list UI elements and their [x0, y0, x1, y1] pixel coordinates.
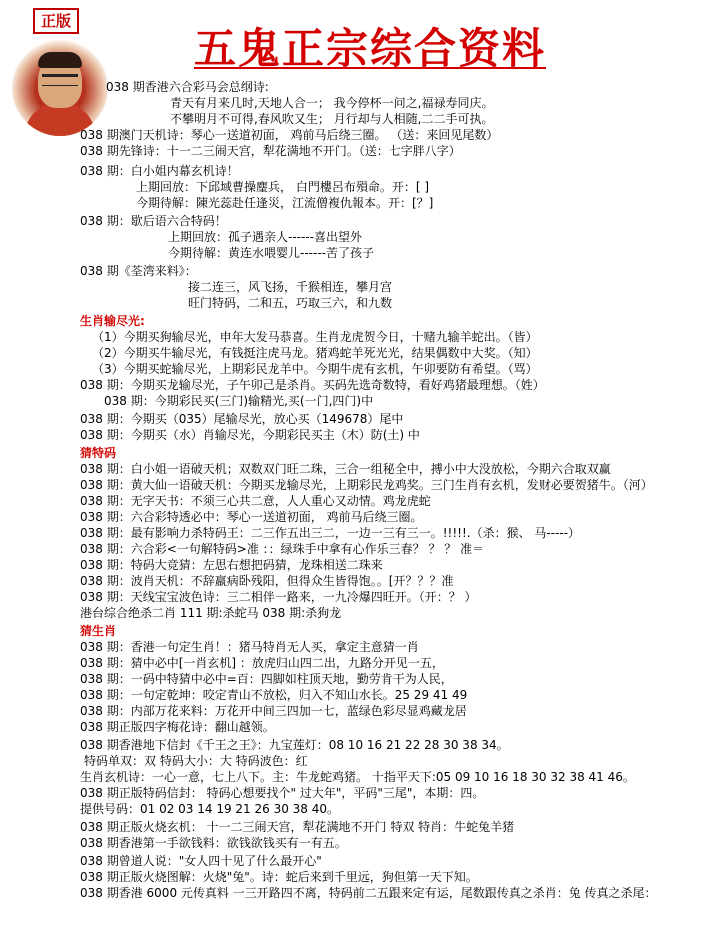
text-line: 038 期：黄大仙一语破天机：今期买龙输尽光，上期彩民龙鸡奖。三门生肖有玄机，发财必要贺猪牛。（河）	[80, 478, 653, 492]
text-line: 上期回放：孤子遇亲人------喜出望外	[168, 230, 362, 244]
avatar-glasses	[42, 74, 78, 86]
text-line: 038 期香港地下信封《千王之王》：九宝莲灯：08 10 16 21 22 28 30 38 34。	[80, 738, 509, 752]
avatar	[12, 40, 108, 136]
text-line: 038 期：今期买（水）肖输尽光，今期彩民买主（木）防(土) 中	[80, 428, 420, 442]
text-line: 038 期：白小姐内幕玄机诗！	[80, 164, 239, 178]
section-heading: 猜特码	[80, 446, 117, 460]
text-line: 038 期先锋诗：十一二三闹天宫，犁花满地不开门。（送：七字胖八字）	[80, 144, 461, 158]
text-line: 038 期：今期买（035）尾输尽光，放心买（149678）尾中	[80, 412, 404, 426]
text-line: 038 期：猜中必中[一肖玄机] ：放虎归山四二出，九路分开见一五，	[80, 656, 444, 670]
page-title: 五鬼正宗综合资料	[193, 24, 546, 73]
text-line: 不攀明月不可得,春风吹又生； 月行却与人相随,二二手可执。	[170, 112, 494, 126]
text-line: （1）今期买狗输尽光，申年大发马恭喜。生肖龙虎贺今日，十赌九输羊蛇出。（皆）	[92, 330, 538, 344]
text-line: 提供号码：01 02 03 14 19 21 26 30 38 40。	[80, 802, 340, 816]
text-line: 038 期正版特码信封： 特码心想要找个" 过大年"，平码"三尾"，本期：四。	[80, 786, 485, 800]
text-line: 038 期香港六合彩马会总纲诗:	[106, 80, 269, 94]
text-line: 038 期：香港一句定生肖！：猪马特肖无人买，拿定主意猜一肖	[80, 640, 419, 654]
text-line: 038 期曾道人说："女人四十见了什么最开心"	[80, 854, 322, 868]
avatar-hair	[38, 52, 82, 68]
text-line: 038 期：无字天书：不须三心共二意，人人重心又动情。鸡龙虎蛇	[80, 494, 431, 508]
text-line: 038 期香港第一手欲钱料：欲钱欲钱买有一有五。	[80, 836, 347, 850]
text-line: 038 期：白小姐一语破天机；双数双门旺二珠，三合一组秘全中，搏小中大没放松，今期六合取双赢	[80, 462, 611, 476]
text-line: 038 期香港 6000 元传真料 一三开路四不离，特码前二五跟来定有运，尾数跟传真之杀肖：兔 传真之杀尾：	[80, 886, 657, 900]
text-line: 今期待解：陳光蕊赴任逢災，江流僧複仇報本。开：[？]	[136, 196, 434, 210]
text-line: 038 期正版火烧玄机： 十一二三闹天宫，犁花满地不开门 特双 特肖：牛蛇兔羊猪	[80, 820, 515, 834]
text-line: 038 期：特码大竞猜：左思右想把码猜，龙珠相送二珠来	[80, 558, 383, 572]
text-line: 接二连三，风飞扬，千猴相连，攀月宫	[188, 280, 393, 294]
section-heading: 生肖输尽光:	[80, 314, 145, 328]
text-line: 038 期：波肖天机：不辞羸病卧残阳，但得众生皆得饱。。[开？？？准	[80, 574, 454, 588]
text-line: 青天有月来几时,天地人合一； 我今停杯一问之,福禄寿同庆。	[170, 96, 494, 110]
text-line: 038 期：一码中特猜中必中=百：四脚如柱顶天地，勤劳肯干为人民，	[80, 672, 453, 686]
text-line: 038 期：一句定乾坤：咬定青山不放松，归入不知山水长。25 29 41 49	[80, 688, 468, 702]
text-line: 038 期：今期买龙输尽光，子午卯己是杀肖。买码先选奇数特，看好鸡猪最理想。（姓）	[80, 378, 545, 392]
text-line: 038 期：天线宝宝波色诗：三二相伴一路来，一九冷爆四旺开。（开：？ ）	[80, 590, 477, 604]
text-line: （3）今期买蛇输尽光，上期彩民龙羊中。今期牛虎有玄机，午卯要防有希望。（骂）	[92, 362, 538, 376]
text-line: 038 期《荃湾来料》：	[80, 264, 197, 278]
text-line: 038 期：今期彩民买(三门)输精光,买(一门,四门)中	[104, 394, 374, 408]
text-line: 038 期：内部万花来料：万花开中间三四加一七，蓝绿色彩尽显鸡藏龙居	[80, 704, 467, 718]
text-line: 今期待解：黄连水喂婴儿------苦了孩子	[168, 246, 374, 260]
text-line: 038 期：歇后语六合特码！	[80, 214, 227, 228]
text-line: 特码单双：双 特码大小：大 特码波色：红	[84, 754, 308, 768]
text-line: 038 期：六合彩特透必中：琴心一送道初面， 鸡前马后绕三圈。	[80, 510, 423, 524]
text-line: 038 期正版四字梅花诗：翻山越领。	[80, 720, 275, 734]
text-line: 生肖玄机诗：一心一意，七上八下。主：牛龙蛇鸡猪。 十指平天下:05 09 10 16 18 30 32 38 41 46。	[80, 770, 635, 784]
text-line: 038 期正版火烧图解：火烧"兔"。诗：蛇后来到千里远，狗但第一天下知。	[80, 870, 478, 884]
text-line: 上期回放：下邱域曹操麈兵， 白門樓呂布殞命。开：[ ]	[136, 180, 429, 194]
text-line: 港台综合绝杀二肖 111 期:杀蛇马 038 期:杀狗龙	[80, 606, 342, 620]
text-line: 038 期：最有影响力杀特码王：二三作五出三二，一边一三有三一。!!!!!.（杀：猴、 马-----）	[80, 526, 581, 540]
text-line: 038 期：六合彩<一句解特码>准 ：：绿珠手中拿有心作乐三春？ ？ ？ 准＝	[80, 542, 485, 556]
text-line: 038 期澳门天机诗：琴心一送道初面， 鸡前马后绕三圈。 （送：来回见尾数）	[80, 128, 499, 142]
text-line: （2）今期买牛输尽光，有钱挺注虎马龙。猪鸡蛇羊死光光，结果偶数中大奖。（知）	[92, 346, 538, 360]
section-heading: 猜生肖	[80, 624, 117, 638]
genuine-badge: 正版	[33, 8, 79, 34]
text-line: 旺门特码，二和五，巧取三六，和九数	[188, 296, 393, 310]
